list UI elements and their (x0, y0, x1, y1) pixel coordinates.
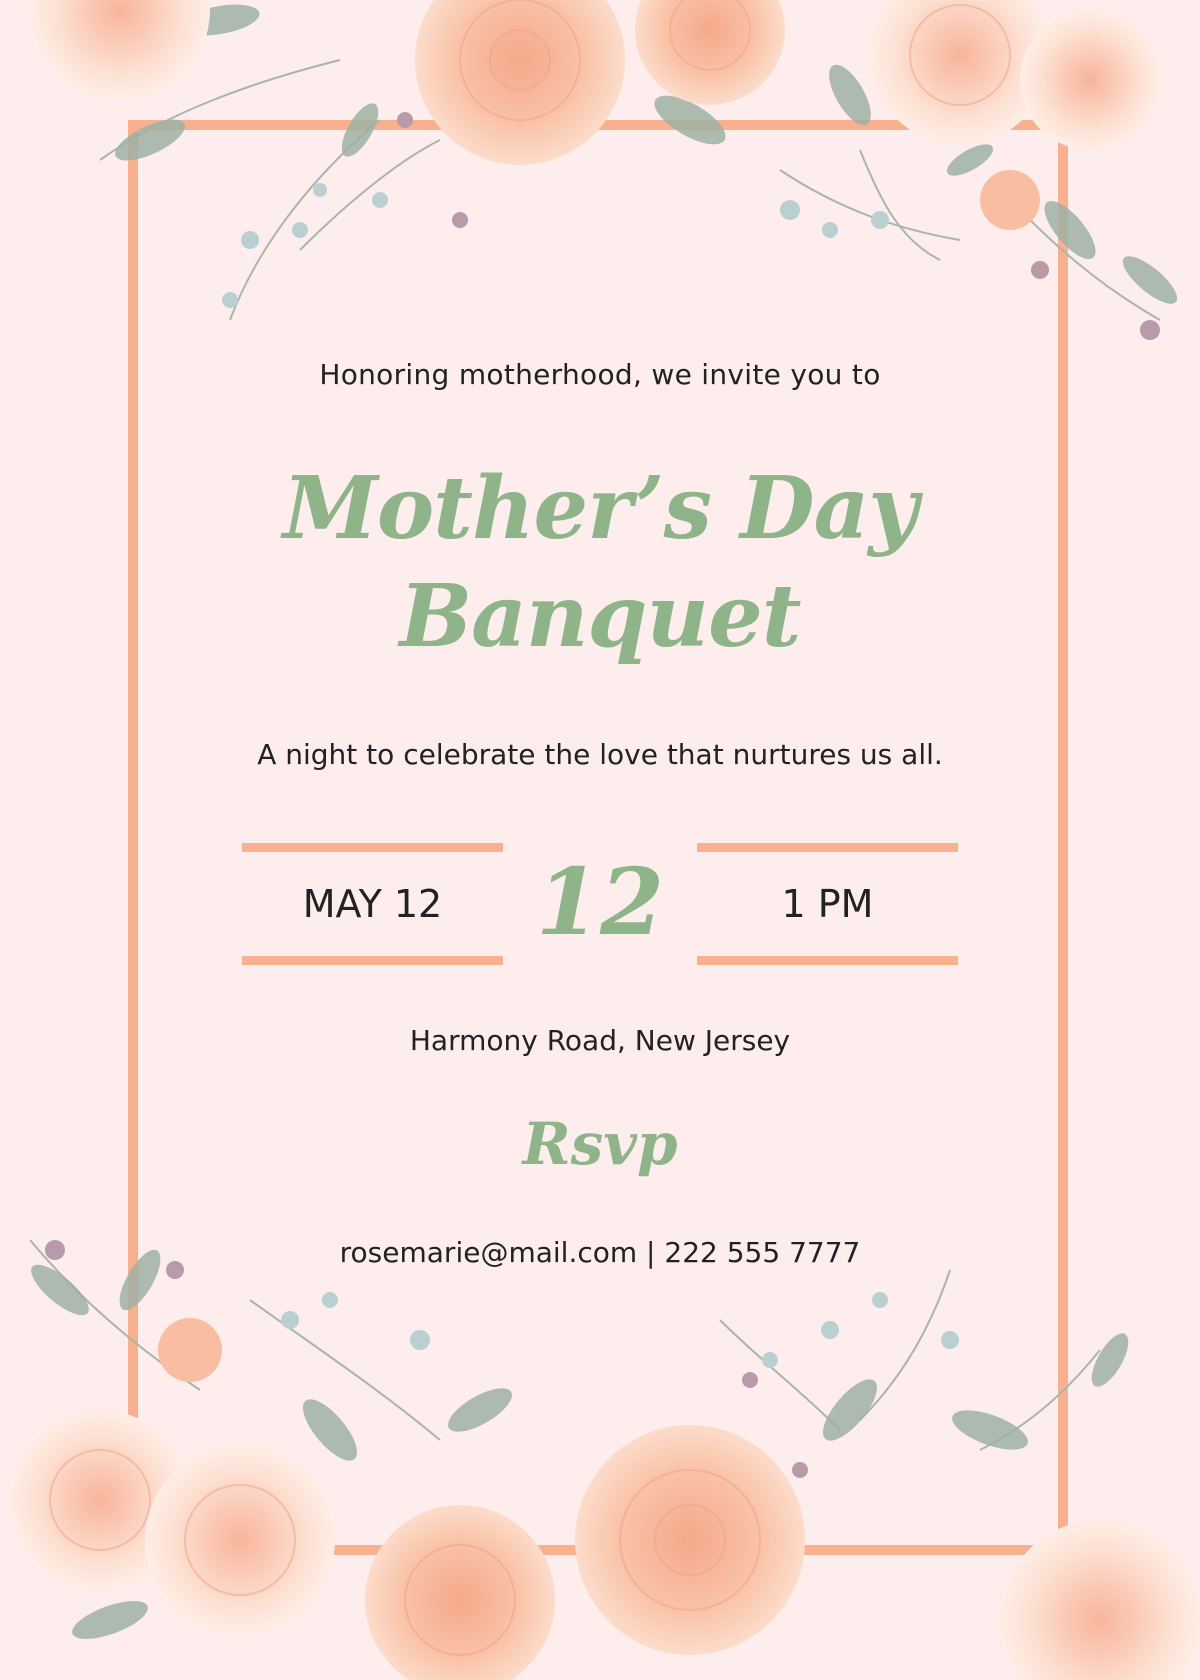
event-time: 1 PM (781, 882, 874, 926)
intro-text: Honoring motherhood, we invite you to (319, 358, 881, 391)
event-date: MAY 12 (302, 882, 443, 926)
event-venue: Harmony Road, New Jersey (409, 1024, 791, 1057)
event-day-number: 12 (535, 848, 665, 956)
date-rule-top-left (242, 843, 503, 852)
tagline-text: A night to celebrate the love that nurtures us all. (257, 738, 943, 771)
event-title-line-2: Banquet (399, 566, 801, 667)
event-title (0, 455, 1200, 671)
rsvp-contact: rosemarie@mail.com | 222 555 7777 (339, 1236, 861, 1269)
date-rule-top-right (697, 843, 958, 852)
date-rule-bottom-right (697, 956, 958, 965)
rsvp-heading: Rsvp (522, 1110, 678, 1178)
invitation-frame (128, 120, 1068, 1555)
event-title-line-1: Mother’s Day (282, 458, 918, 559)
date-rule-bottom-left (242, 956, 503, 965)
